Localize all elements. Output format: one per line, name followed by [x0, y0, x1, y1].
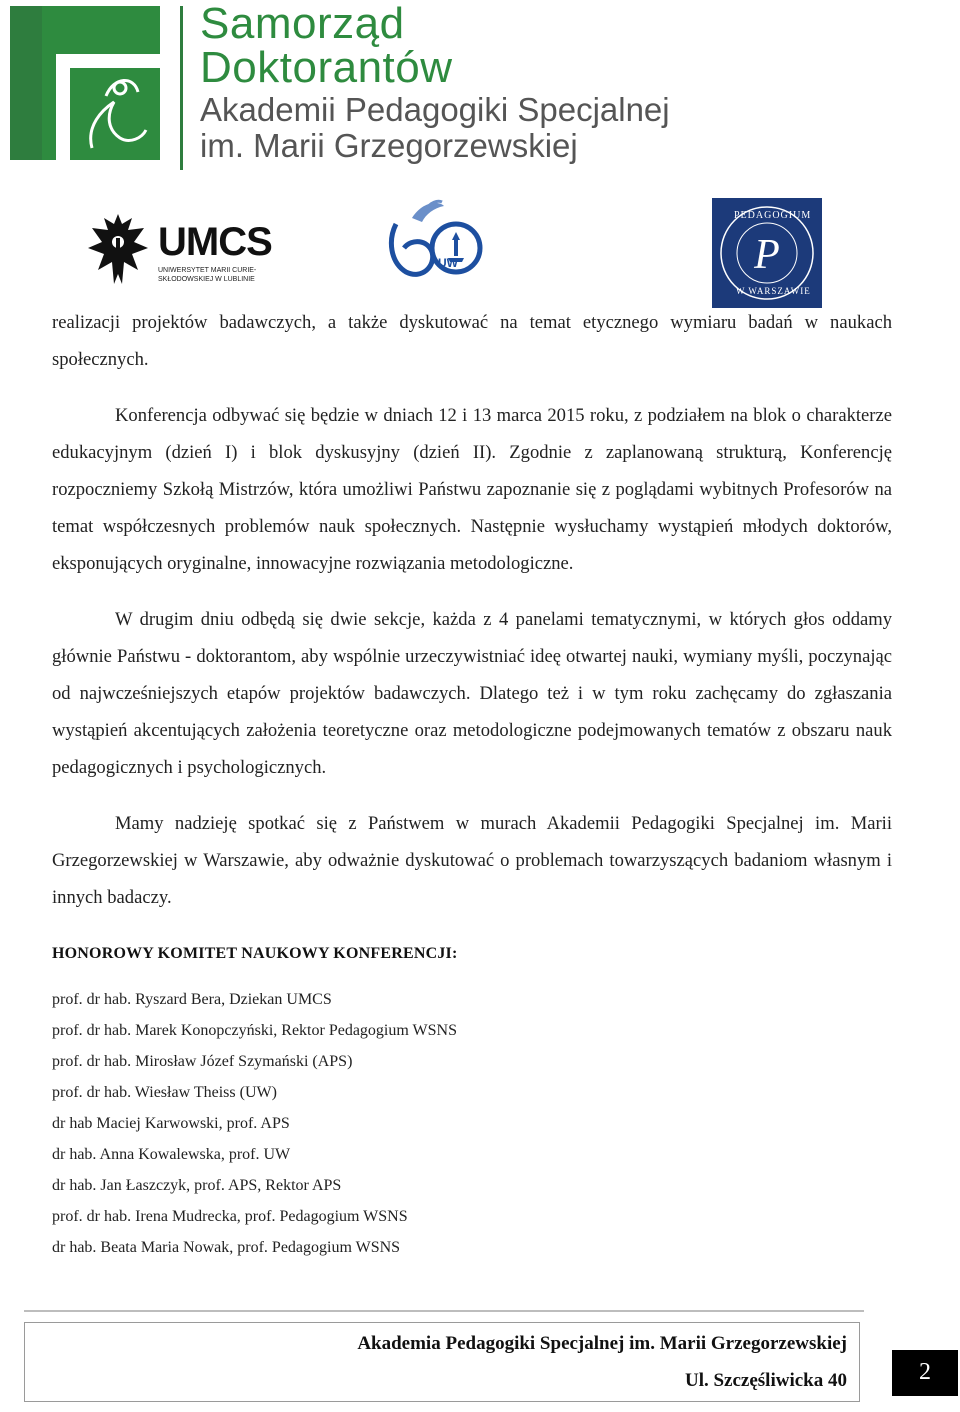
footer — [24, 1322, 860, 1402]
pedagogium-bottom-label: W WARSZAWIE — [736, 286, 811, 296]
list-item: prof. dr hab. Ryszard Bera, Dziekan UMCS — [52, 991, 332, 1008]
pedagogium-top-label: PEDAGOGIUM — [734, 210, 812, 221]
footer-institution: Akademia Pedagogiki Specjalnej im. Marii Grzegorzewskiej — [357, 1333, 847, 1354]
org-line-2: Doktorantów — [200, 43, 453, 92]
document-body — [52, 304, 892, 1263]
letterhead — [0, 0, 960, 180]
umcs-wordmark: UMCS — [158, 220, 272, 264]
footer-address: Ul. Szczęśliwicka 40 — [684, 1370, 847, 1391]
org-line-1: Samorząd — [200, 0, 405, 48]
page-number-badge — [892, 1350, 958, 1396]
header-divider — [180, 6, 183, 170]
organization-name — [200, 0, 670, 164]
list-item: prof. dr hab. Wiesław Theiss (UW) — [52, 1084, 277, 1101]
committee-list — [52, 984, 892, 1263]
committee-heading: HONOROWY KOMITET NAUKOWY KONFERENCJI: — [52, 945, 458, 962]
umcs-logo — [86, 208, 272, 294]
list-item: dr hab. Jan Łaszczyk, prof. APS, Rektor APS — [52, 1177, 342, 1194]
list-item: dr hab. Beata Maria Nowak, prof. Pedagogium WSNS — [52, 1239, 401, 1256]
uw-label: UW — [438, 256, 458, 270]
org-line-4: im. Marii Grzegorzewskiej — [200, 127, 578, 164]
page-number: 2 — [919, 1359, 931, 1385]
list-item: prof. dr hab. Marek Konopczyński, Rektor Pedagogium WSNS — [52, 1022, 457, 1039]
list-item: dr hab Maciej Karwowski, prof. APS — [52, 1115, 290, 1132]
wydzial-pedagogiczny-logo — [382, 196, 502, 286]
org-line-3: Akademii Pedagogiki Specjalnej — [200, 91, 670, 128]
paragraph-3: W drugim dniu odbędą się dwie sekcje, każda z 4 panelami tematycznymi, w których głos oddamy głównie Państwu - doktorantom, aby wspólnie urzeczywistniać ideę otwartej nauki, wymiany myśli, poczynając od najwcześniejszych etapów projektów badawczych. Dlatego też i w tym roku zachęcamy do zgłaszania wystąpień akcentujących założenia teoretyczne oraz metodologiczne podejmowanych tematów z obszaru nauk pedagogicznych i psychologicznych. — [52, 609, 892, 778]
list-item: prof. dr hab. Irena Mudrecka, prof. Pedagogium WSNS — [52, 1208, 408, 1225]
eagle-emblem-icon — [86, 208, 150, 294]
pedagogium-logo — [712, 198, 822, 308]
umcs-subtitle: UNIWERSYTET MARII CURIE-SKŁODOWSKIEJ W LUBLINIE — [158, 267, 257, 283]
list-item: dr hab. Anna Kowalewska, prof. UW — [52, 1146, 291, 1163]
list-item: prof. dr hab. Mirosław Józef Szymański (APS) — [52, 1053, 353, 1070]
footer-divider — [24, 1310, 864, 1312]
paragraph-4: Mamy nadzieję spotkać się z Państwem w murach Akademii Pedagogiki Specjalnej im. Marii Grzegorzewskiej w Warszawie, aby odważnie dyskutować o problemach towarzyszących badaniom własnym i innych badaczy. — [52, 813, 892, 908]
pedagogium-letter: P — [754, 232, 780, 278]
paragraph-2: Konferencja odbywać się będzie w dniach 12 i 13 marca 2015 roku, z podziałem na blok o charakterze edukacyjnym (dzień I) i blok dyskusyjny (dzień II). Zgodnie z zaplanowaną strukturą, Konferencję rozpoczniemy Szkołą Mistrzów, która umożliwi Państwu zapoznanie się z poglądami wybitnych Profesorów na temat współczesnych problemów nauk społecznych. Następnie wysłuchamy wystąpień młodych doktorów, eksponujących oryginalne, innowacyjne rozwiązania metodologiczne. — [52, 405, 892, 574]
paragraph-1: realizacji projektów badawczych, a także dyskutować na temat etycznego wymiaru badań w naukach społecznych. — [52, 312, 892, 370]
samorzad-logo-icon — [10, 6, 160, 160]
anniversary-60-emblem-icon — [382, 196, 502, 286]
